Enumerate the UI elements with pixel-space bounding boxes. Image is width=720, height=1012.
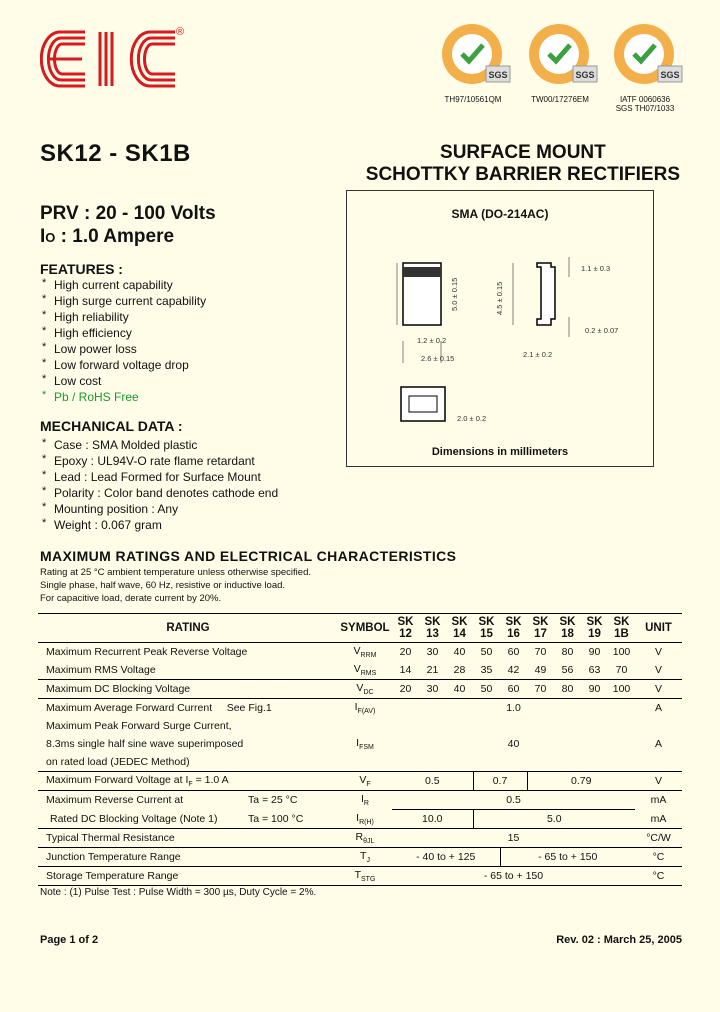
col-part: SK 19 xyxy=(586,616,603,640)
mechanical-list xyxy=(40,437,278,533)
product-title-line1: SURFACE MOUNT xyxy=(440,142,606,163)
list-item: * Low cost xyxy=(40,373,206,389)
cert-seal-label: SGS xyxy=(660,70,680,80)
list-item-rohs: * Pb / RoHS Free xyxy=(40,389,206,405)
list-item: * Low power loss xyxy=(40,341,206,357)
col-part: SK 17 xyxy=(532,616,549,640)
prv-spec: PRV : 20 - 100 Volts xyxy=(40,203,216,224)
features-heading: FEATURES : xyxy=(40,261,123,277)
package-caption: Dimensions in millimeters xyxy=(431,446,569,458)
cert-number-2: SGS TH07/1033 xyxy=(615,104,675,113)
package-diagram-box xyxy=(346,190,654,467)
table-row: Maximum Peak Forward Surge Current, xyxy=(46,720,232,732)
note-line: Rating at 25 °C ambient temperature unless otherwise specified. xyxy=(40,567,311,578)
package-title: SMA (DO-214AC) xyxy=(451,207,549,221)
part-range-title: SK12 - SK1B xyxy=(40,140,191,167)
cert-number: TH97/10561QM xyxy=(444,95,502,104)
table-header xyxy=(38,614,682,643)
registered-mark: ® xyxy=(176,26,185,38)
table-row: on rated load (JEDEC Method) xyxy=(46,756,190,768)
list-item: * Epoxy : UL94V-O rate flame retardant xyxy=(40,453,278,469)
cert-seal-label: SGS xyxy=(575,70,595,80)
io-spec: IO : 1.0 Ampere xyxy=(40,226,175,247)
cert-badge-icon xyxy=(438,20,512,90)
cert-seal-1 xyxy=(438,20,518,104)
list-item: * Polarity : Color band denotes cathode end xyxy=(40,485,278,501)
cert-badge-icon xyxy=(525,20,599,90)
list-item: * High efficiency xyxy=(40,325,206,341)
cert-seal-2 xyxy=(525,20,605,104)
col-part: SK 15 xyxy=(478,616,495,640)
mechanical-heading: MECHANICAL DATA : xyxy=(40,418,183,434)
col-part: SK 1B xyxy=(613,616,630,640)
ratings-notes xyxy=(40,566,311,605)
dim-label: 2.0 ± 0.2 xyxy=(457,414,487,423)
pulse-test-note: Note : (1) Pulse Test : Pulse Width = 300 µs, Duty Cycle = 2%. xyxy=(40,887,317,898)
table-row: Maximum Recurrent Peak Reverse Voltage $V_{RRM}$ 20 30 40 50 60 70 80 90 100 V xyxy=(46,644,662,660)
col-rating: RATING xyxy=(166,622,210,634)
col-symbol: SYMBOL xyxy=(340,622,390,634)
table-row: Maximum Reverse Current at Ta = 25 °C $I_R$ 0.5 mA xyxy=(38,791,682,810)
table-row: Typical Thermal Resistance $R_{\theta JL}$ 15 °C/W xyxy=(38,829,682,848)
table-row: Maximum DC Blocking Voltage $V_{DC}$ 20 30 40 50 60 70 80 90 100 V xyxy=(38,680,682,699)
col-unit: UNIT xyxy=(645,622,672,634)
col-part: SK 14 xyxy=(451,616,468,640)
list-item: * High current capability xyxy=(40,277,206,293)
page-number: Page 1 of 2 xyxy=(40,934,99,946)
ratings-heading: MAXIMUM RATINGS AND ELECTRICAL CHARACTERISTICS xyxy=(40,548,457,564)
cert-seal-3 xyxy=(610,20,690,113)
table-row: Rated DC Blocking Voltage (Note 1) Ta = 100 °C $I_{R(H)}$ 10.0 5.0 mA xyxy=(38,810,682,829)
cert-number: TW00/17276EM xyxy=(531,95,589,104)
dim-label: 2.1 ± 0.2 xyxy=(523,350,553,359)
col-part: SK 18 xyxy=(559,616,576,640)
note-line: Single phase, half wave, 60 Hz, resistive or inductive load. xyxy=(40,580,286,591)
eic-logo xyxy=(40,24,190,94)
ratings-table xyxy=(38,613,682,886)
list-item: * Lead : Lead Formed for Surface Mount xyxy=(40,469,278,485)
dim-label: 4.5 ± 0.15 xyxy=(495,281,504,315)
dim-label: 1.2 ± 0.2 xyxy=(417,336,447,345)
list-item: * High reliability xyxy=(40,309,206,325)
cert-number: IATF 0060636 xyxy=(619,95,671,104)
col-part: SK 12 xyxy=(397,616,414,640)
cert-seal-label: SGS xyxy=(488,70,508,80)
dim-label: 1.1 ± 0.3 xyxy=(581,264,611,273)
dim-label: 2.6 ± 0.15 xyxy=(421,354,455,363)
table-row: Junction Temperature Range $T_J$ - 40 to + 125 - 65 to + 150 °C xyxy=(38,848,682,867)
table-row: Maximum RMS Voltage $V_{RMS}$ 14 21 28 35 42 49 56 63 70 V xyxy=(46,662,662,678)
list-item: * High surge current capability xyxy=(40,293,206,309)
list-item: * Case : SMA Molded plastic xyxy=(40,437,278,453)
revision-date: Rev. 02 : March 25, 2005 xyxy=(556,934,682,946)
table-row: Maximum Average Forward Current See Fig.1 $I_{F(AV)}$ 1.0 A xyxy=(38,699,682,718)
list-item: * Mounting position : Any xyxy=(40,501,278,517)
package-drawing xyxy=(347,191,653,466)
dim-label: 0.2 ± 0.07 xyxy=(585,326,619,335)
note-line: For capacitive load, derate current by 20%. xyxy=(40,593,222,604)
key-specs xyxy=(40,202,216,249)
table-row: 8.3ms single half sine wave superimposed $I_{FSM}$ 40 A xyxy=(46,736,662,752)
list-item: * Low forward voltage drop xyxy=(40,357,206,373)
product-title-line2: SCHOTTKY BARRIER RECTIFIERS xyxy=(365,164,680,185)
features-list xyxy=(40,277,206,405)
table-row: Storage Temperature Range $T_{STG}$ - 65 to + 150 °C xyxy=(38,867,682,886)
product-title xyxy=(366,142,680,186)
table-row: Maximum Forward Voltage at $I_F = 1.0$ A $V_F$ 0.5 0.7 0.79 V xyxy=(38,772,682,791)
cert-badge-icon xyxy=(610,20,684,90)
col-part: SK 16 xyxy=(505,616,522,640)
col-part: SK 13 xyxy=(424,616,441,640)
list-item: * Weight : 0.067 gram xyxy=(40,517,278,533)
dim-label: 5.0 ± 0.15 xyxy=(450,277,459,311)
